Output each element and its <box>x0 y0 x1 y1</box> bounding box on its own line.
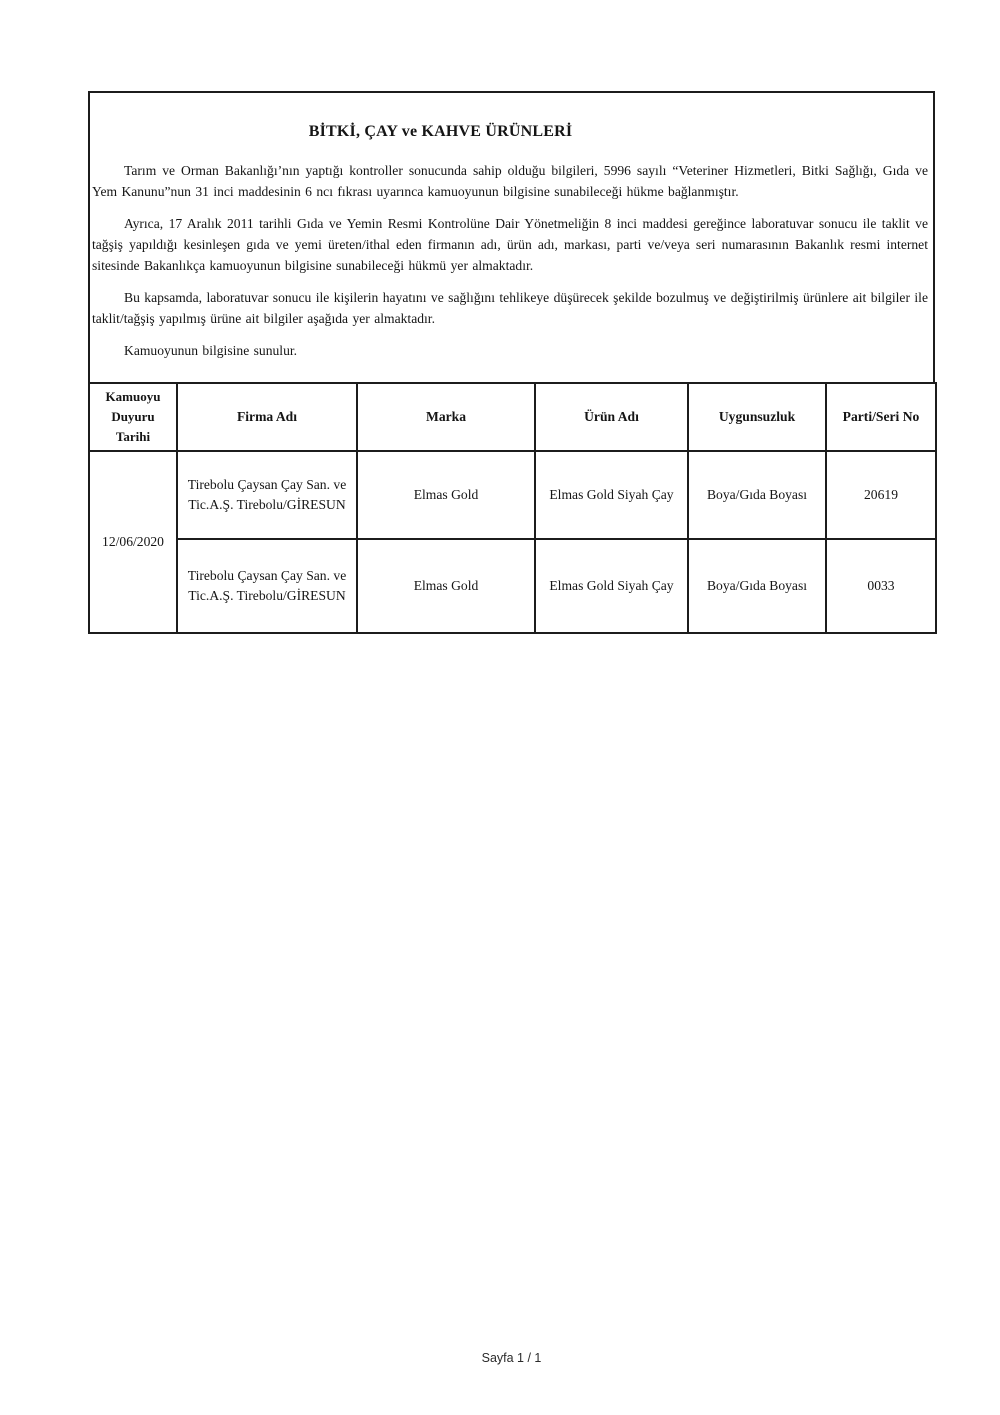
cell-marka: Elmas Gold <box>357 451 535 539</box>
paragraph-regulation: Ayrıca, 17 Aralık 2011 tarihli Gıda ve Yemin Resmi Kontrolüne Dair Yönetmeliğin 8 inci maddesi gereğince laboratuvar sonucu ile taklit ve tağşiş yapıldığı kesinleşen gıda ve yemi üreten/ithal eden firmanın adı, ürün adı, markası, parti ve/veya seri numarasının Bakanlık resmi internet sitesinde Bakanlıkça kamuoyunun bilgisine sunabileceği hükmü yer almaktadır. <box>92 216 928 273</box>
column-header-uygunsuzluk: Uygunsuzluk <box>688 383 826 451</box>
cell-urun-adi: Elmas Gold Siyah Çay <box>535 451 688 539</box>
cell-parti-seri-no: 20619 <box>826 451 936 539</box>
paragraph-closing: Kamuoyunun bilgisine sunulur. <box>124 343 298 358</box>
document-body <box>88 91 935 382</box>
cell-uygunsuzluk: Boya/Gıda Boyası <box>688 539 826 633</box>
cell-uygunsuzluk: Boya/Gıda Boyası <box>688 451 826 539</box>
cell-duyuru-tarihi: 12/06/2020 <box>89 451 177 633</box>
document-title: BİTKİ, ÇAY ve KAHVE ÜRÜNLERİ <box>308 123 573 140</box>
column-header-marka: Marka <box>357 383 535 451</box>
column-header-duyuru-tarihi: Kamuoyu Duyuru Tarihi <box>89 383 177 451</box>
paragraph-legal-basis: Tarım ve Orman Bakanlığı’nın yaptığı kontroller sonucunda sahip olduğu bilgileri, 5996 sayılı “Veteriner Hizmetleri, Bitki Sağlığı, Gıda ve Yem Kanunu”nun 31 inci maddesinin 6 ncı fıkrası uyarınca kamuoyunun bilgisine sunabileceği hükme bağlanmıştır. <box>92 163 928 199</box>
column-header-firma-adi: Firma Adı <box>177 383 357 451</box>
cell-firma-adi: Tirebolu Çaysan Çay San. ve Tic.A.Ş. Tirebolu/GİRESUN <box>177 451 357 539</box>
paragraph-scope: Bu kapsamda, laboratuvar sonucu ile kişilerin hayatını ve sağlığını tehlikeye düşürecek şekilde bozulmuş ve değiştirilmiş ürünlere ait bilgiler ile taklit/tağşiş yapılmış ürüne ait bilgiler aşağıda yer almaktadır. <box>92 290 928 326</box>
column-header-urun-adi: Ürün Adı <box>535 383 688 451</box>
cell-marka: Elmas Gold <box>357 539 535 633</box>
cell-firma-adi: Tirebolu Çaysan Çay San. ve Tic.A.Ş. Tirebolu/GİRESUN <box>177 539 357 633</box>
table-row <box>89 539 936 633</box>
cell-parti-seri-no: 0033 <box>826 539 936 633</box>
cell-urun-adi: Elmas Gold Siyah Çay <box>535 539 688 633</box>
column-header-parti-seri-no: Parti/Seri No <box>826 383 936 451</box>
page-number: Sayfa 1 / 1 <box>481 1351 542 1365</box>
table-row <box>89 451 936 539</box>
table-header-row <box>89 383 936 451</box>
violations-table <box>88 382 937 634</box>
